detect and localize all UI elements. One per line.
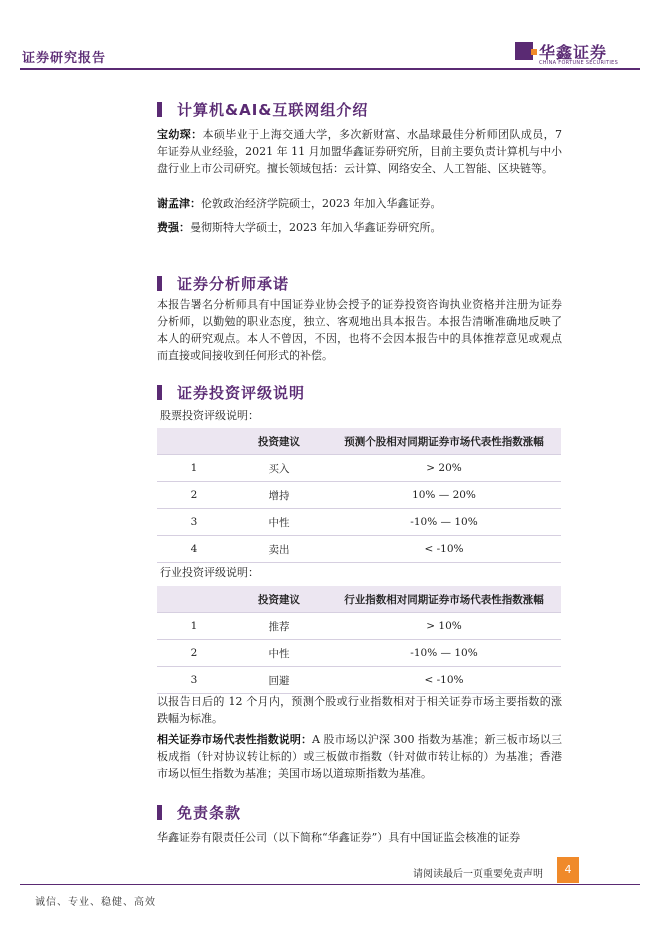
rating-section-title: 证券投资评级说明 [177,384,306,402]
table-cell: 卖出 [231,536,327,563]
table-header-row [157,586,561,613]
team-section-title: 计算机&AI&互联网组介绍 [177,101,369,119]
member-bio-1 [157,126,562,177]
table-header-cell: 预测个股相对同期证券市场代表性指数涨幅 [327,428,561,455]
disclaimer-section-heading [157,802,241,823]
table-cell: 增持 [231,482,327,509]
member-bio-text: 本硕毕业于上海交通大学，多次新财富、水晶球最佳分析师团队成员，7 年证券从业经验，2021 年 11 月加盟华鑫证券研究所，目前主要负责计算机与中小盘行业上市公司研究。擅长领域包括：云计算、网络安全、人工智能、区块链等。 [157,128,563,175]
commitment-text: 本报告署名分析师具有中国证券业协会授予的证券投资咨询执业资格并注册为证券分析师，以勤勉的职业态度，独立、客观地出具本报告。本报告清晰准确地反映了本人的研究观点。本人不曾因，不因，也将不会因本报告中的具体推荐意见或观点而直接或间接收到任何形式的补偿。 [157,298,562,362]
table-cell: 1 [157,455,231,482]
commitment-section-heading [157,273,289,294]
table-row [157,640,561,667]
table-header-cell: 投资建议 [231,586,327,613]
table-cell: 买入 [231,455,327,482]
benchmark-note [157,731,562,782]
table-cell: > 20% [327,455,561,482]
table-header-cell [157,586,231,613]
benchmark-label: 相关证券市场代表性指数说明： [157,733,313,746]
member-name: 费强： [157,221,190,234]
table-cell: 回避 [231,667,327,694]
team-section-heading [157,99,368,120]
member-bio-text: 曼彻斯特大学硕士，2023 年加入华鑫证券研究所。 [190,221,442,234]
stock-rating-table [157,428,561,563]
report-type-title: 证券研究报告 [22,51,107,66]
section-bar-icon [157,276,162,291]
footer-slogan: 诚信、专业、稳健、高效 [35,897,156,908]
industry-rating-label: 行业投资评级说明： [160,566,259,579]
logo-mark-icon [515,42,533,60]
member-bio-text: 伦敦政治经济学院硕士，2023 年加入华鑫证券。 [201,197,442,210]
table-cell: 2 [157,640,231,667]
table-cell: 3 [157,509,231,536]
member-bio-2 [157,195,562,212]
member-bio-3 [157,219,562,236]
logo-text-en: CHINA FORTUNE SECURITIES [539,60,619,66]
table-cell: 中性 [231,509,327,536]
table-cell: 10% — 20% [327,482,561,509]
table-row [157,667,561,694]
page-number: 4 [557,857,579,883]
table-row [157,455,561,482]
rating-section-heading [157,382,305,403]
table-cell: -10% — 10% [327,509,561,536]
rating-note: 以报告日后的 12 个月内，预测个股或行业指数相对于相关证券市场主要指数的涨跌幅为标准。 [157,695,562,725]
table-cell: -10% — 10% [327,640,561,667]
table-header-row [157,428,561,455]
member-name: 宝幼琛： [157,128,203,141]
table-cell: 2 [157,482,231,509]
logo-text-cn: 华鑫证券 [539,43,608,62]
table-header-cell: 投资建议 [231,428,327,455]
stock-rating-label: 股票投资评级说明： [160,409,259,422]
member-name: 谢孟津： [157,197,201,210]
section-bar-icon [157,102,162,117]
benchmark-text: A 股市场以沪深 300 指数为基准；新三板市场以三板成指（针对协议转让标的）或三板做市指数（针对做市转让标的）为基准；香港市场以恒生指数为基准；美国市场以道琼斯指数为基准。 [157,733,562,780]
header-divider [20,68,640,70]
table-header-cell [157,428,231,455]
table-row [157,536,561,563]
disclaimer-section-title: 免责条款 [177,804,242,822]
table-row [157,509,561,536]
section-bar-icon [157,805,162,820]
footer-divider [20,884,640,885]
table-cell: 推荐 [231,613,327,640]
section-bar-icon [157,385,162,400]
table-row [157,482,561,509]
table-header-cell: 行业指数相对同期证券市场代表性指数涨幅 [327,586,561,613]
disclaimer-reminder: 请阅读最后一页重要免责声明 [413,869,543,880]
table-cell: < -10% [327,536,561,563]
table-cell: 中性 [231,640,327,667]
table-cell: 3 [157,667,231,694]
table-row [157,613,561,640]
table-cell: 1 [157,613,231,640]
commitment-section-title: 证券分析师承诺 [177,275,290,293]
company-logo [515,40,635,68]
table-cell: < -10% [327,667,561,694]
table-cell: > 10% [327,613,561,640]
disclaimer-text: 华鑫证券有限责任公司（以下简称“华鑫证券”）具有中国证监会核准的证券 [157,831,521,844]
industry-rating-table [157,586,561,694]
table-cell: 4 [157,536,231,563]
